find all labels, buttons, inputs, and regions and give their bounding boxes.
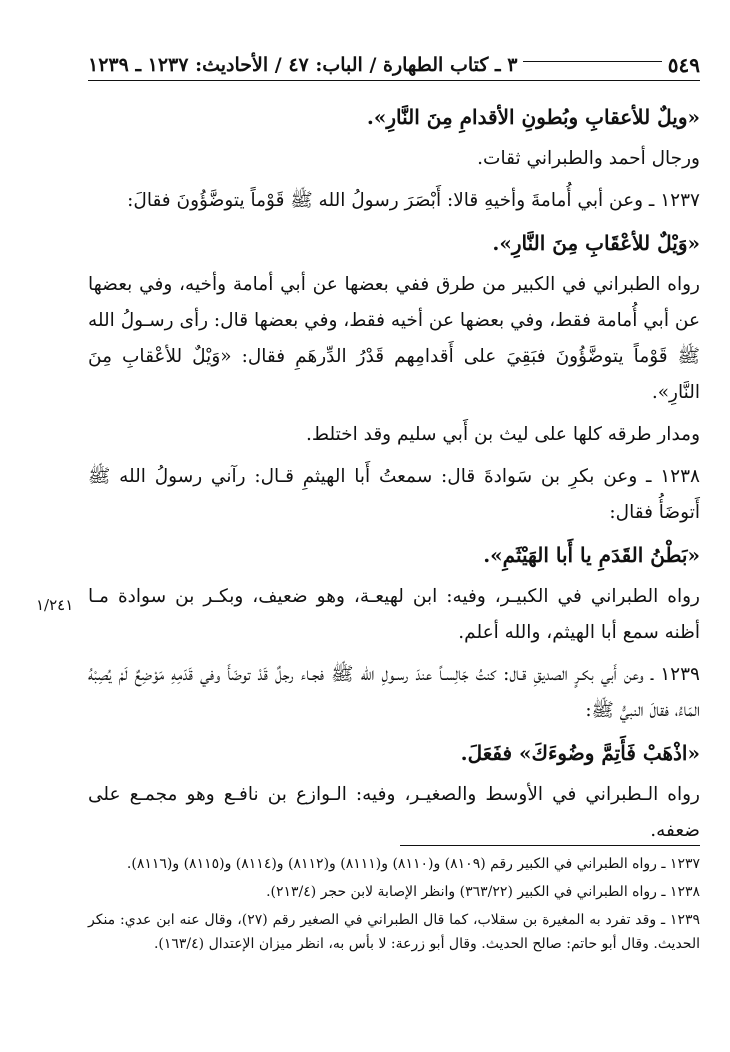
footnote: ١٢٣٩ ـ وقد تفرد به المغيرة بن سقلاب، كما قال الطبراني في الصغير رقم (٢٧)، وقال عنه ابن عدي: منكر الحديث. وقال أبو حاتم: صالح الحديث. وقال أبو زرعة: لا بأس به، انظر ميزان الإعتدال (١٦٣/٤). bbox=[88, 912, 700, 952]
paragraph: رواه الطبراني في الكبير من طرق ففي بعضها عن أبي أمامة وأخيه، وفي بعضها عن أبي أُمامة فقط، وفي بعضها عن أخيه فقط، وفي بعضها قال: رأى رسـولُ الله ﷺ قَوْماً يتوضَّؤُونَ فبَقِيَ على أَقدامِهم قَدْرُ الدِّرهَمِ فقال: «وَيْلٌ للأعْقابِ مِنَ النَّارِ». bbox=[88, 274, 700, 403]
footnote-divider bbox=[400, 845, 700, 846]
hadith-1238: ١٢٣٨ ـ وعن بكرِ بن سَوادةَ قال: سمعتُ أَبا الهيثمِ قـال: رآني رسولُ الله ﷺ أَتوضَأُ فقال: bbox=[88, 466, 700, 523]
hadith-1239: ١٢٣٩ ـ وعن أَبي بكـرٍ الصديقِ قـال: كنتُ جَالِسـاً عندَ رسـولِ الله ﷺ فجـاء رجلٌ قَدْ توضَأَ وفي قَدَمِهِ مَوْضِعٌ لَمْ يُصِبْهُ المَاءُ، فقالَ النبيُّ ﷺ: bbox=[88, 664, 700, 721]
paragraph: «اذْهَبْ فَأَتِمَّ وضُوءَكَ» ففَعَلَ. bbox=[460, 741, 700, 765]
running-header bbox=[88, 52, 700, 81]
header-rule bbox=[523, 61, 661, 62]
footnote: ١٢٣٨ ـ رواه الطبراني في الكبير (٣٦٣/٢٢) وانظر الإصابة لابن حجر (٢١٣/٤). bbox=[266, 884, 700, 900]
paragraph: ورجال أحمد والطبراني ثقات. bbox=[477, 148, 700, 169]
footnotes bbox=[88, 845, 700, 960]
page bbox=[88, 52, 700, 855]
paragraph: رواه الـطبراني في الأوسط والصغيـر، وفيه: الـوازع بن نافـع وهو مجمـع على ضعفه. bbox=[88, 784, 700, 841]
paragraph: «بَطْنُ القَدَمِ يا أَبا الهَيْثَمِ». bbox=[483, 543, 700, 567]
paragraph: «ويلٌ للأعقابِ وبُطونِ الأقدامِ مِنَ النَّارِ». bbox=[366, 105, 700, 129]
header-title: ٣ ـ كتاب الطهارة / الباب: ٤٧ / الأحاديث: ١٢٣٧ ـ ١٢٣٩ bbox=[88, 54, 518, 76]
margin-reference: ١/٢٤١ bbox=[36, 596, 74, 614]
main-text bbox=[88, 99, 700, 849]
hadith-1237: ١٢٣٧ ـ وعن أبي أُمامةَ وأخيهِ قالا: أَبْصَرَ رسولُ الله ﷺ قَوْماً يتوضَّؤُونَ فقالَ: bbox=[127, 190, 700, 211]
paragraph: ومدار طرقه كلها على ليث بن أَبي سليم وقد اختلط. bbox=[306, 424, 700, 445]
paragraph: «وَيْلٌ للأعْقَابِ مِنَ النَّارِ». bbox=[492, 231, 700, 255]
page-number: ٥٤٩ bbox=[667, 53, 700, 77]
paragraph: رواه الطبراني في الكبيـر، وفيه: ابن لهيعـة، وهو ضعيف، وبكـر بن سوادة مـا أظنه سمع أبا الهيثم، والله أعلم. bbox=[88, 586, 700, 643]
footnote: ١٢٣٧ ـ رواه الطبراني في الكبير رقم (٨١٠٩) و(٨١١٠) و(٨١١١) و(٨١١٢) و(٨١١٤) و(٨١١٥) و(٨١١٦). bbox=[126, 856, 700, 872]
